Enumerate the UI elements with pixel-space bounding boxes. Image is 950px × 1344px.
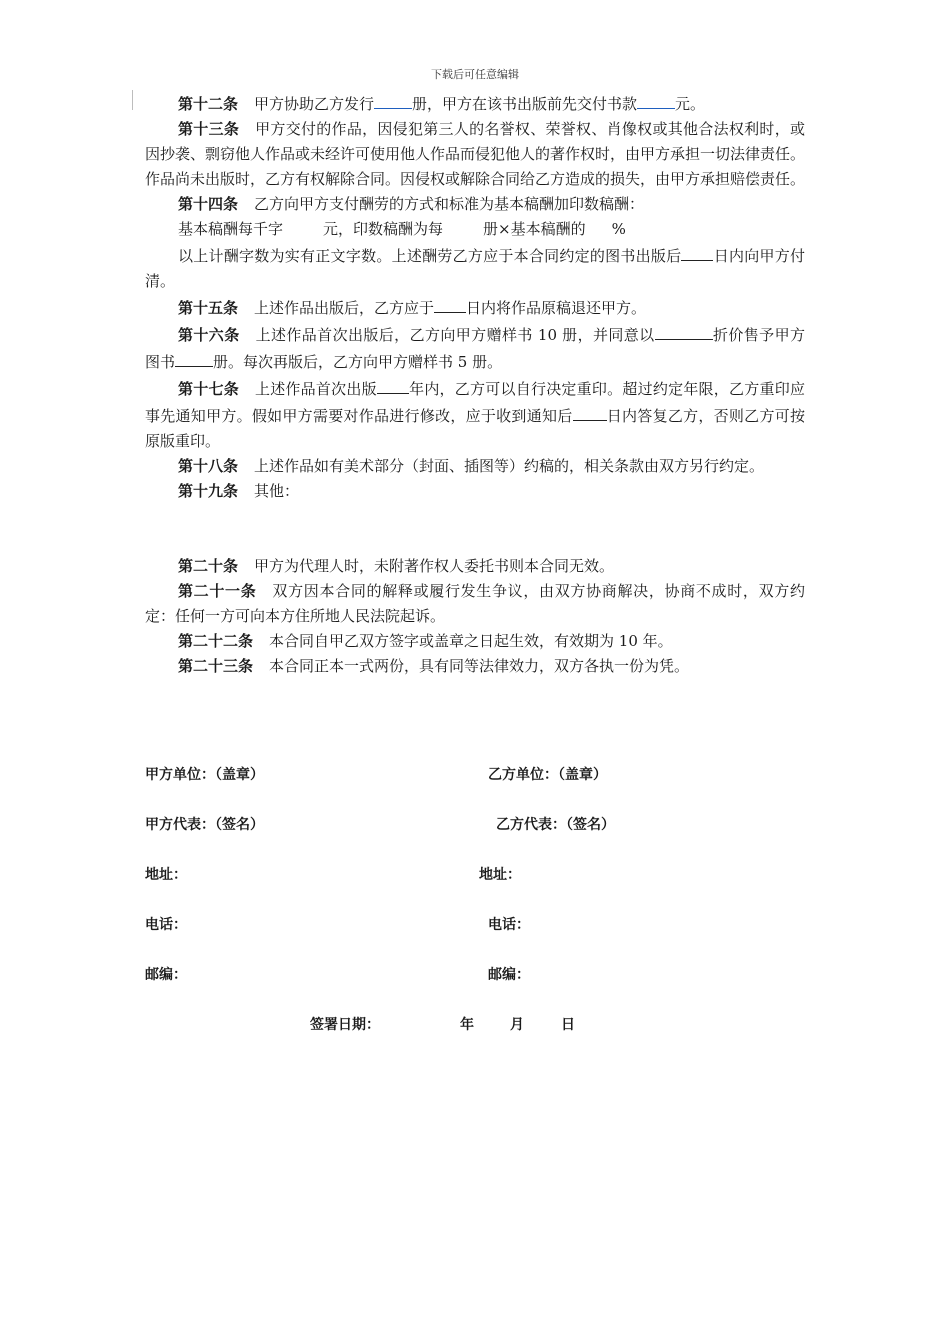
article-14-formula: 基本稿酬每千字 元，印数稿酬为每 册×基本稿酬的 %: [178, 220, 626, 238]
signature-row-rep: [145, 814, 615, 834]
article-14: 第十四条 乙方向甲方支付酬劳的方式和标准为基本稿酬加印数稿酬：: [178, 195, 645, 213]
article-19: 第十九条 其他：: [178, 482, 300, 500]
article-23: 第二十三条 本合同正本一式两份，具有同等法律效力，双方各执一份为凭。: [178, 657, 690, 675]
blank-books[interactable]: [175, 348, 213, 367]
signing-date: [310, 1014, 575, 1034]
date-month[interactable]: 月: [510, 1017, 524, 1033]
article-17: 第十七条 上述作品首次出版 年内，乙方可以自行决定重印。超过约定年限，乙方重印应事先通知甲方。假如甲方需要对作品进行修改，应于收到通知后 日内答复乙方，否则乙方可按原版重印。: [145, 375, 805, 454]
article-18: 第十八条 上述作品如有美术部分（封面、插图等）约稿的，相关条款由双方另行约定。: [178, 457, 765, 475]
phone-b[interactable]: 电话：: [488, 917, 530, 933]
contract-body: [145, 90, 805, 679]
party-a-unit[interactable]: 甲方单位：（盖章）: [145, 767, 264, 783]
date-year[interactable]: 年: [460, 1017, 474, 1033]
article-13: 第十三条 甲方交付的作品，因侵犯第三人的名誉权、荣誉权、肖像权或其他合法权利时，或因抄袭、剽窃他人作品或未经许可使用他人作品而侵犯他人的著作权时，由甲方承担一切法律责任。作品尚未出版时，乙方有权解除合同。因侵权或解除合同给乙方造成的损失，由甲方承担赔偿责任。: [145, 120, 806, 188]
signature-row-postcode: [145, 964, 530, 984]
article-number: 第十二条: [178, 95, 239, 113]
blank-years[interactable]: [377, 375, 409, 394]
party-a-rep[interactable]: 甲方代表：（签名）: [145, 817, 264, 833]
margin-mark: [132, 90, 133, 110]
blank-payment[interactable]: [637, 90, 675, 109]
postcode-a[interactable]: 邮编：: [145, 967, 187, 983]
signature-row-phone: [145, 914, 530, 934]
address-a[interactable]: 地址：: [145, 867, 187, 883]
article-number: 第十四条: [178, 195, 239, 213]
blank-days[interactable]: [573, 402, 607, 421]
article-15: 第十五条 上述作品出版后，乙方应于 日内将作品原稿退还甲方。: [145, 294, 805, 321]
article-number: 第二十二条: [178, 632, 254, 650]
article-number: 第十五条: [178, 299, 239, 317]
article-22: 第二十二条 本合同自甲乙双方签字或盖章之日起生效，有效期为 10 年。: [178, 632, 673, 650]
blank-days[interactable]: [434, 294, 466, 313]
postcode-b[interactable]: 邮编：: [488, 967, 530, 983]
article-number: 第二十条: [178, 557, 239, 575]
article-number: 第十九条: [178, 482, 239, 500]
article-20: 第二十条 甲方为代理人时，未附著作权人委托书则本合同无效。: [178, 557, 615, 575]
signature-row-unit: [145, 764, 607, 784]
article-14-note: 以上计酬字数为实有正文字数。上述酬劳乙方应于本合同约定的图书出版后 日内向甲方付清。: [145, 242, 805, 294]
article-number: 第十三条: [178, 120, 240, 138]
date-day[interactable]: 日: [561, 1017, 575, 1033]
blank-copies[interactable]: [374, 90, 412, 109]
party-b-unit[interactable]: 乙方单位：（盖章）: [488, 767, 607, 783]
blank-discount[interactable]: [655, 321, 713, 340]
party-b-rep[interactable]: 乙方代表：（签名）: [496, 817, 615, 833]
article-number: 第十七条: [178, 380, 239, 398]
article-number: 第二十一条: [178, 582, 257, 600]
spacer: [145, 504, 805, 554]
header-note: 下载后可任意编辑: [431, 68, 519, 81]
article-21: 第二十一条 双方因本合同的解释或履行发生争议，由双方协商解决，协商不成时，双方约定：任何一方可向本方住所地人民法院起诉。: [145, 582, 805, 625]
article-number: 第十六条: [178, 326, 240, 344]
article-16: 第十六条 上述作品首次出版后，乙方向甲方赠样书 10 册，并同意以 折价售予甲方图书 册。每次再版后，乙方向甲方赠样书 5 册。: [145, 321, 805, 375]
address-b[interactable]: 地址：: [479, 867, 521, 883]
date-label: 签署日期：: [310, 1017, 380, 1033]
article-number: 第二十三条: [178, 657, 254, 675]
signature-row-address: [145, 864, 521, 884]
article-12: 第十二条 甲方协助乙方发行 册，甲方在该书出版前先交付书款 元。: [145, 90, 805, 117]
blank-days[interactable]: [681, 242, 713, 261]
phone-a[interactable]: 电话：: [145, 917, 187, 933]
article-number: 第十八条: [178, 457, 239, 475]
